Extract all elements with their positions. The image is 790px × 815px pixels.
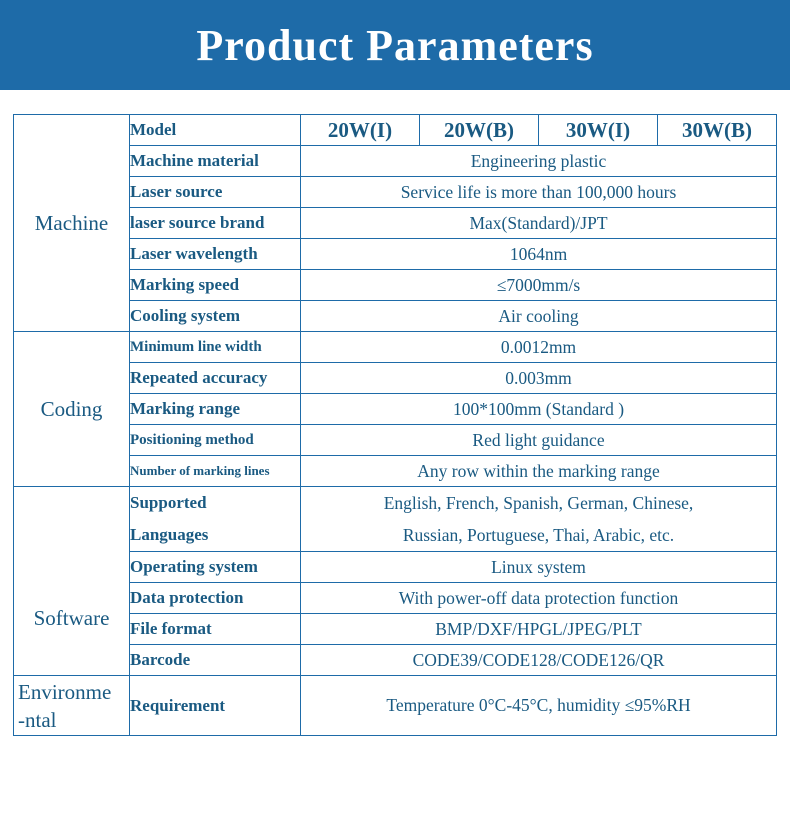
param-value: 0.0012mm [301,332,777,363]
param-value: Air cooling [301,301,777,332]
param-value: CODE39/CODE128/CODE126/QR [301,645,777,676]
param-value: Max(Standard)/JPT [301,208,777,239]
model-header-2: 20W(B) [420,115,539,146]
model-header-3: 30W(I) [539,115,658,146]
param-value: Temperature 0°C-45°C, humidity ≤95%RH [301,676,777,736]
param-value: Service life is more than 100,000 hours [301,177,777,208]
param-value-line: English, French, Spanish, German, Chinese, [383,493,694,513]
section-label-line: -ntal [18,707,57,732]
param-label-line: Supported [130,493,207,512]
param-value: Engineering plastic [301,146,777,177]
param-label: Barcode [130,645,301,676]
param-value: BMP/DXF/HPGL/JPEG/PLT [301,614,777,645]
param-label: Laser wavelength [130,239,301,270]
param-label: File format [130,614,301,645]
section-label-software: Software [14,487,130,676]
table-row [14,487,777,552]
param-value-languages [301,487,777,552]
section-label-line: Environme [18,679,112,704]
param-label: laser source brand [130,208,301,239]
model-header-4: 30W(B) [658,115,777,146]
param-label: Marking range [130,394,301,425]
parameters-table [13,114,777,736]
param-label: Marking speed [130,270,301,301]
param-label-languages [130,487,301,552]
param-label-model: Model [130,115,301,146]
section-label-machine: Machine [14,115,130,332]
section-label-coding: Coding [14,332,130,487]
table-row [14,332,777,363]
model-header-1: 20W(I) [301,115,420,146]
param-value: Any row within the marking range [301,456,777,487]
param-label: Requirement [130,676,301,736]
param-value: With power-off data protection function [301,583,777,614]
section-label-environmental [14,676,130,736]
param-value: 100*100mm (Standard ) [301,394,777,425]
param-value-line: Russian, Portuguese, Thai, Arabic, etc. [402,525,675,545]
param-value: 0.003mm [301,363,777,394]
param-value: ≤7000mm/s [301,270,777,301]
title-banner [0,0,790,90]
param-label: Data protection [130,583,301,614]
param-label-line: Languages [130,525,209,544]
param-value: Red light guidance [301,425,777,456]
param-label: Minimum line width [130,332,301,363]
param-value: Linux system [301,552,777,583]
param-label: Operating system [130,552,301,583]
param-value: 1064nm [301,239,777,270]
param-label: Positioning method [130,425,301,456]
param-label: Repeated accuracy [130,363,301,394]
page-title: Product Parameters [196,20,594,70]
param-label: Number of marking lines [130,456,301,487]
table-row-model [14,115,777,146]
param-label: Laser source [130,177,301,208]
param-label: Cooling system [130,301,301,332]
table-row [14,676,777,736]
param-label: Machine material [130,146,301,177]
